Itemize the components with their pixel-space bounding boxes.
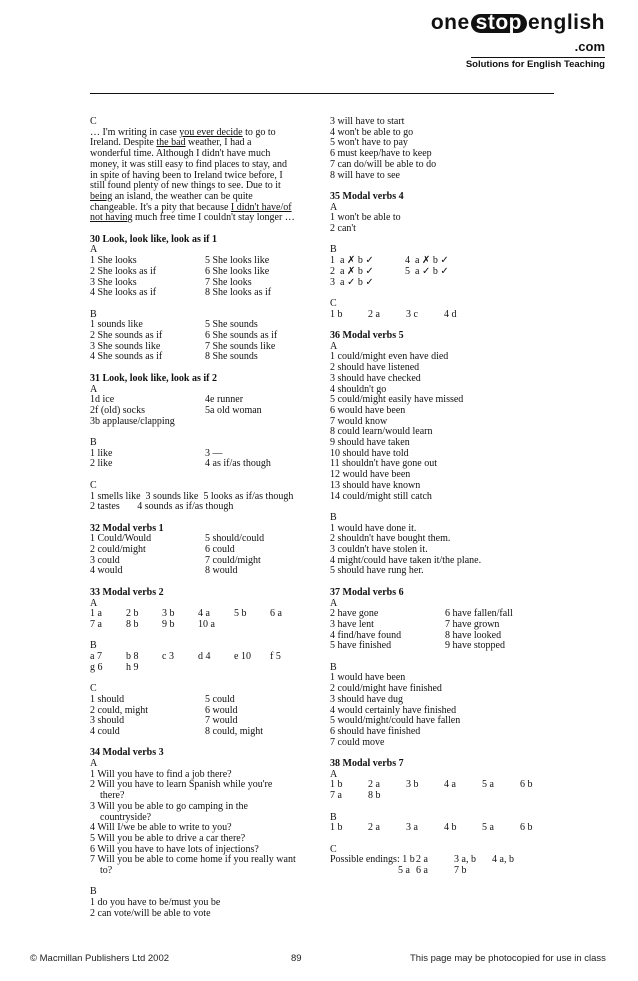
answer: 7 a [330, 790, 342, 802]
answer-line: 3 couldn't have stolen it. [330, 544, 428, 556]
answer: 5 have finished [330, 640, 392, 652]
section-c-label: C [90, 116, 97, 127]
answer-line: 2 tastes 4 sounds as if/as though [90, 501, 234, 513]
answer: 10 a [198, 618, 215, 630]
letter-line: Ireland. Despite the bad weather, I had a [90, 137, 252, 149]
letter-line: money, it was still easy to find places to stay, and [90, 158, 287, 170]
answer: 5a old woman [205, 404, 262, 416]
subpart-label: A [90, 597, 98, 609]
answer: 4 She sounds as if [90, 351, 163, 363]
answer: 5 She looks like [205, 255, 270, 267]
answer-line: 8 could learn/would learn [330, 426, 433, 438]
answer: 2 have gone [330, 608, 379, 620]
answer-grid [330, 256, 570, 288]
answer-line: 7 can do/will be able to do [330, 158, 437, 170]
subpart-label: A [90, 758, 98, 770]
answer: b 8 [126, 651, 139, 663]
subpart-label: C [330, 843, 337, 855]
answer-line: 7 Will you be able to come home if you really want [90, 854, 296, 866]
answer: 1 sounds like [90, 319, 143, 331]
answer-line: 4 might/could have taken it/the plane. [330, 554, 482, 566]
answer: 4 She looks as if [90, 287, 157, 299]
answer: 5 b [234, 608, 247, 620]
answer: 7 b [454, 865, 467, 877]
answer-grid [330, 823, 570, 834]
letter-line: wonderful time. Although I didn't have much [90, 148, 271, 160]
answer-grid [330, 609, 570, 652]
answer-line: 4 would certainly have finished [330, 704, 457, 716]
answer-line: 1 smells like 3 sounds like 5 looks as if/as though [90, 490, 294, 502]
answer-line: 1 Will you have to find a job there? [90, 768, 232, 780]
subpart-label: B [90, 437, 97, 449]
answer: 1 b [330, 822, 343, 834]
answer-line: 5 would/might/could have fallen [330, 715, 461, 727]
answer: 8 would [205, 565, 238, 577]
answer: 4 b [444, 822, 457, 834]
letter-line: not having much free time I couldn't stay longer … [90, 212, 295, 224]
left-column [90, 117, 320, 920]
answer-line: 5 could/might easily have missed [330, 394, 464, 406]
answer: 6 b [520, 822, 533, 834]
letter-line: changeable. It's a pity that because I didn't have/of [90, 201, 292, 213]
answer: 3 She looks [90, 276, 137, 288]
letter-line: being an island, the weather can be quite [90, 190, 253, 202]
answer: 6 would [205, 704, 238, 716]
answer: 4 a [444, 779, 456, 791]
answer-line: 2 could/might have finished [330, 683, 442, 695]
answer-line: 12 would have been [330, 469, 411, 481]
answer: 8 b [126, 618, 139, 630]
footer-page-number: 89 [291, 953, 302, 964]
answer-grid [90, 320, 320, 363]
subpart-label: A [330, 768, 338, 780]
answer: 8 have looked [445, 629, 502, 641]
answer-grid [90, 449, 320, 470]
section-31-title: 31 Look, look like, look as if 2 [90, 372, 217, 384]
answer: 5 a [482, 822, 494, 834]
section-38-title: 38 Modal verbs 7 [330, 758, 404, 770]
answer: d 4 [198, 651, 211, 663]
subpart-label: B [90, 886, 97, 898]
answer: 5 could [205, 693, 235, 705]
answer-grid [330, 780, 570, 801]
answer: 2 could/might [90, 544, 146, 556]
possible-endings-label: Possible endings: 1 b [330, 854, 415, 866]
answer [205, 417, 320, 428]
answer-grid [90, 395, 320, 427]
answer: 1 a ✗ b ✓ [330, 255, 374, 267]
section-35-title: 35 Modal verbs 4 [330, 190, 404, 202]
answer: 3 c [406, 308, 418, 320]
answer: 2 a [368, 822, 380, 834]
answer: 4 a ✗ b ✓ [405, 255, 449, 267]
subpart-label: C [90, 479, 97, 491]
section-34-title: 34 Modal verbs 3 [90, 747, 164, 759]
answer-line: 3 will have to start [330, 116, 405, 127]
answer: 4 d [444, 308, 457, 320]
answer: h 9 [126, 661, 139, 673]
answer-line: 5 won't have to pay [330, 137, 408, 149]
answer: 3 should [90, 715, 125, 727]
subpart-label: C [330, 297, 337, 309]
answer: 1 a [90, 608, 102, 620]
answer-line: 7 could move [330, 736, 385, 748]
answer: 3b applause/clapping [90, 415, 175, 427]
section-32-title: 32 Modal verbs 1 [90, 522, 164, 534]
answer-line: 2 can vote/will be able to vote [90, 907, 211, 919]
subpart-label: B [330, 511, 337, 523]
answer-line: 3 should have checked [330, 372, 421, 384]
subpart-label: C [90, 683, 97, 695]
answer-line: 2 can't [330, 223, 356, 235]
answer: 4 find/have found [330, 629, 402, 641]
answer-line: 1 do you have to be/must you be [90, 897, 221, 909]
answer: 2f (old) socks [90, 404, 145, 416]
subpart-label: B [330, 811, 337, 823]
answer: 1 b [330, 308, 343, 320]
subpart-label: B [90, 640, 97, 652]
answer: 3 a [406, 822, 418, 834]
answer-line: 6 would have been [330, 404, 406, 416]
footer-note: This page may be photocopied for use in class [410, 953, 606, 964]
letter-line: still found plenty of new things to see. Due to it [90, 180, 281, 192]
subpart-label: A [330, 340, 338, 352]
subpart-label: A [330, 597, 338, 609]
answer: 9 b [162, 618, 175, 630]
answer-line: 4 Will I/we be able to write to you? [90, 822, 232, 834]
answer: 7 She looks [205, 276, 252, 288]
answer: 6 a [416, 865, 428, 877]
answer: 4e runner [205, 394, 244, 406]
answer: 6 could [205, 544, 235, 556]
answer-line: 6 should have finished [330, 725, 421, 737]
answer: 8 could, might [205, 725, 264, 737]
answer-line: 1 would have been [330, 672, 406, 684]
answer: 9 have stopped [445, 640, 505, 652]
header-rule [90, 93, 554, 94]
right-column [330, 117, 570, 877]
answer: 8 She sounds [205, 351, 258, 363]
answer: 8 She looks as if [205, 287, 272, 299]
answer: 4 a [198, 608, 210, 620]
answer-line: 2 shouldn't have bought them. [330, 533, 451, 545]
logo-wordmark: one stop english [430, 11, 605, 34]
answer: 3 a, b [454, 854, 476, 866]
answer-line: 6 Will you have to have lots of injections? [90, 843, 259, 855]
answer: 7 could/might [205, 554, 261, 566]
subpart-label: B [90, 308, 97, 320]
answer: e 10 [234, 651, 251, 663]
answer-line: 6 must keep/have to keep [330, 148, 432, 160]
answer-line: 3 Will you be able to go camping in the [90, 800, 248, 812]
answer: 3 have lent [330, 618, 374, 630]
answer: 1 like [90, 447, 113, 459]
answer: 1 b [330, 779, 343, 791]
answer-line: 4 won't be able to go [330, 126, 414, 138]
answer: 3 could [90, 554, 120, 566]
answer-line: countryside? [100, 811, 152, 823]
answer: f 5 [270, 651, 281, 663]
answer: 3 She sounds like [90, 340, 161, 352]
answer-line: 5 Will you be able to drive a car there? [90, 832, 246, 844]
answer: 5 a [398, 865, 410, 877]
answer-line: 9 should have taken [330, 437, 410, 449]
answer: a 7 [90, 651, 102, 663]
answer: 2 She looks as if [90, 265, 157, 277]
answer-line: 10 should have told [330, 447, 409, 459]
answer: 6 She sounds as if [205, 330, 278, 342]
answer: 7 have grown [445, 618, 500, 630]
letter-text [90, 128, 320, 224]
answer: 7 a [90, 618, 102, 630]
answer-line: to? [100, 865, 113, 877]
answer-line: 1 could/might even have died [330, 351, 449, 363]
answer: 1d ice [90, 394, 115, 406]
answer: 2 like [90, 458, 113, 470]
answer-grid [330, 310, 570, 321]
answer: 5 should/could [205, 533, 265, 545]
answer: 2 a [416, 854, 428, 866]
answer: 7 would [205, 715, 238, 727]
answer-grid [330, 855, 570, 876]
answer: 8 b [368, 790, 381, 802]
letter-line: in spite of having been to Ireland twice before, I [90, 169, 283, 181]
answer: 4 could [90, 725, 120, 737]
answer-line: there? [100, 790, 125, 802]
answer: 3 b [162, 608, 175, 620]
subpart-label: B [330, 244, 337, 256]
answer: 5 She sounds [205, 319, 258, 331]
answer: 3 b [406, 779, 419, 791]
answer-line: 11 shouldn't have gone out [330, 458, 437, 470]
answer: 2 a [368, 308, 380, 320]
answer: 4 as if/as though [205, 458, 271, 470]
answer-line: 3 should have dug [330, 693, 404, 705]
answer: 1 should [90, 693, 125, 705]
subpart-label: A [330, 201, 338, 213]
answer-grid [90, 534, 320, 577]
logo-domain: .com [574, 39, 605, 54]
answer: 4 would [90, 565, 123, 577]
answer-line: 5 should have rung her. [330, 565, 424, 577]
subpart-label: A [90, 383, 98, 395]
answer-line: 13 should have known [330, 479, 421, 491]
answer: 2 b [126, 608, 139, 620]
answer-line: 14 could/might still catch [330, 490, 432, 502]
answer: c 3 [162, 651, 174, 663]
answer: 2 could, might [90, 704, 149, 716]
answer-line: 7 would know [330, 415, 388, 427]
footer-copyright: © Macmillan Publishers Ltd 2002 [30, 953, 170, 964]
answer-grid [90, 652, 320, 673]
answer-grid [90, 609, 320, 630]
answer: 6 a [270, 608, 282, 620]
logo-tagline: Solutions for English Teaching [465, 59, 605, 70]
answer: 5 a [482, 779, 494, 791]
subpart-label: B [330, 661, 337, 673]
section-36-title: 36 Modal verbs 5 [330, 330, 404, 341]
answer-line: 2 should have listened [330, 362, 420, 374]
answer: 1 She looks [90, 255, 137, 267]
section-30-title: 30 Look, look like, look as if 1 [90, 233, 217, 245]
answer-line: 2 Will you have to learn Spanish while you're [90, 779, 273, 791]
answer: 6 b [520, 779, 533, 791]
answer-line: 4 shouldn't go [330, 383, 387, 395]
answer-line: 1 won't be able to [330, 212, 401, 224]
answer: 2 a ✗ b ✓ [330, 265, 374, 277]
subpart-label: A [90, 244, 98, 256]
answer-line: 8 will have to see [330, 169, 400, 181]
answer-grid [90, 256, 320, 299]
answer: 7 She sounds like [205, 340, 276, 352]
answer: 6 have fallen/fall [445, 608, 513, 620]
section-37-title: 37 Modal verbs 6 [330, 586, 404, 598]
answer: 3 — [205, 447, 223, 459]
answer: 2 She sounds as if [90, 330, 163, 342]
answer: 2 a [368, 779, 380, 791]
letter-line: … I'm writing in case you ever decide to go to [90, 126, 276, 138]
answer: 4 a, b [492, 854, 514, 866]
answer-line: 1 would have done it. [330, 522, 417, 534]
answer: 3 a ✓ b ✓ [330, 276, 374, 288]
answer: 6 She looks like [205, 265, 270, 277]
answer: 5 a ✓ b ✓ [405, 265, 449, 277]
logo-underline [471, 57, 605, 58]
answer: g 6 [90, 661, 103, 673]
section-33-title: 33 Modal verbs 2 [90, 586, 164, 598]
onestopenglish-logo [430, 10, 605, 74]
answer-grid [90, 695, 320, 738]
answer: 1 Could/Would [90, 533, 152, 545]
